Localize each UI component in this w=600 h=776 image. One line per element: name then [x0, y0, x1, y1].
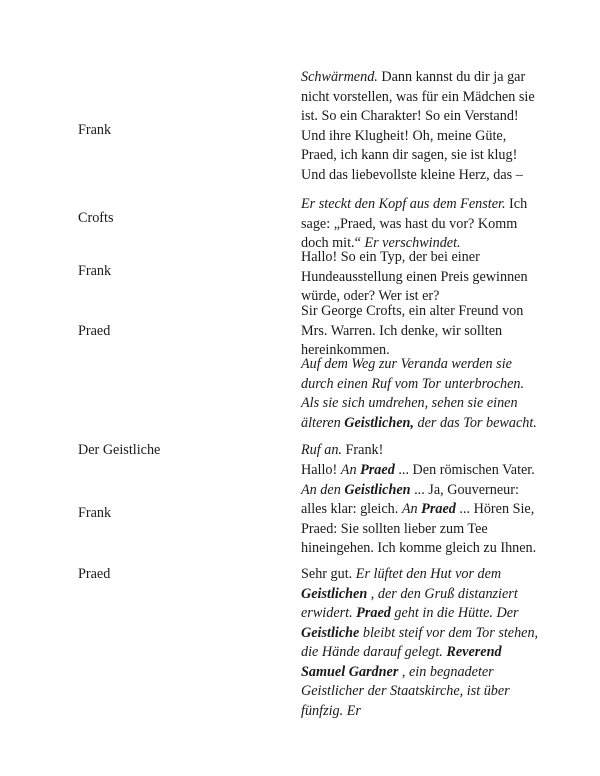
stage-direction-text: geht in die Hütte. Der	[390, 605, 519, 621]
speaker-name: Praed	[78, 323, 111, 339]
stage-direction-text: der das Tor bewacht.	[413, 414, 537, 431]
spoken-text: Ich sage: „Praed, was hast du vor? Komm doch mit.“	[301, 196, 528, 251]
stage-direction-text: An	[401, 501, 422, 517]
character-name: Geistliche	[301, 624, 360, 641]
character-name: Praed	[356, 605, 391, 621]
stage-direction-text: Er lüftet den Hut vor dem	[355, 566, 502, 582]
stage-direction-text: , der den Gruß distanziert erwidert.	[301, 585, 518, 621]
stage-direction-text: , ein begnadeter Geistlicher der Staatskirche, ist über fünfzig. Er	[301, 663, 510, 719]
stage-direction-text: Er verschwindet.	[364, 235, 461, 251]
speaker-name: Frank	[78, 505, 112, 521]
character-name: Geistlichen	[344, 481, 411, 498]
spoken-text: Hallo! So ein Typ, der bei einer Hundeausstellung einen Preis gewinnen würde, oder? Wer ist er?	[301, 249, 528, 304]
character-name: Reverend Samuel Gardner	[301, 644, 502, 680]
dialogue-text	[301, 248, 541, 307]
spoken-text: ... Ja, Gouverneur: alles klar: gleich.	[301, 481, 519, 517]
dialogue-text	[301, 302, 541, 361]
character-name: Praed	[360, 462, 395, 478]
spoken-text: Sir George Crofts, ein alter Freund von Mrs. Warren. Ich denke, wir sollten hereinkommen.	[301, 303, 524, 358]
dialogue-text	[301, 195, 541, 254]
spoken-text: Frank!	[341, 442, 384, 458]
character-name: Geistlichen	[301, 585, 368, 602]
stage-direction	[301, 355, 541, 433]
stage-direction-text: An den	[301, 481, 345, 498]
spoken-text: ... Den römischen Vater.	[394, 462, 535, 478]
stage-direction-text: Ruf an.	[301, 442, 342, 458]
stage-direction-text: Er steckt den Kopf aus dem Fenster.	[301, 196, 506, 212]
speaker-name: Frank	[78, 263, 112, 279]
spoken-text: Sehr gut.	[301, 566, 356, 582]
dialogue-text	[301, 461, 541, 559]
spoken-text: ... Hören Sie, Praed: Sie sollten lieber zum Tee hineingehen. Ich komme gleich zu Ihnen.	[301, 501, 537, 556]
character-name: Geistlichen,	[344, 414, 414, 431]
spoken-text: Hallo!	[301, 462, 341, 478]
stage-direction-text: An	[340, 462, 361, 478]
speaker-name: Praed	[78, 566, 111, 582]
speaker-name: Der Geistliche	[78, 442, 161, 458]
stage-direction-text: Auf dem Weg zur Veranda werden sie durch einen Ruf vom Tor unterbrochen. Als sie sich umdrehen, sehen sie einen älteren	[301, 356, 525, 431]
spoken-text: Dann kannst du dir ja gar nicht vorstellen, was für ein Mädchen sie ist. So ein Charakter! So ein Verstand! Und ihre Klugheit! Oh, meine Güte, Praed, ich kann dir sagen, sie ist klug! Und das liebevollste kleine Herz, das –	[301, 69, 535, 183]
dialogue-text	[301, 68, 541, 185]
stage-direction-text: bleibt steif vor dem Tor stehen, die Hände darauf gelegt.	[301, 624, 539, 660]
speaker-name: Crofts	[78, 210, 114, 226]
dialogue-text	[301, 441, 541, 461]
speaker-name: Frank	[78, 122, 112, 138]
dialogue-text	[301, 565, 541, 721]
character-name: Praed	[421, 501, 456, 517]
stage-direction-text: Schwärmend.	[301, 69, 378, 85]
